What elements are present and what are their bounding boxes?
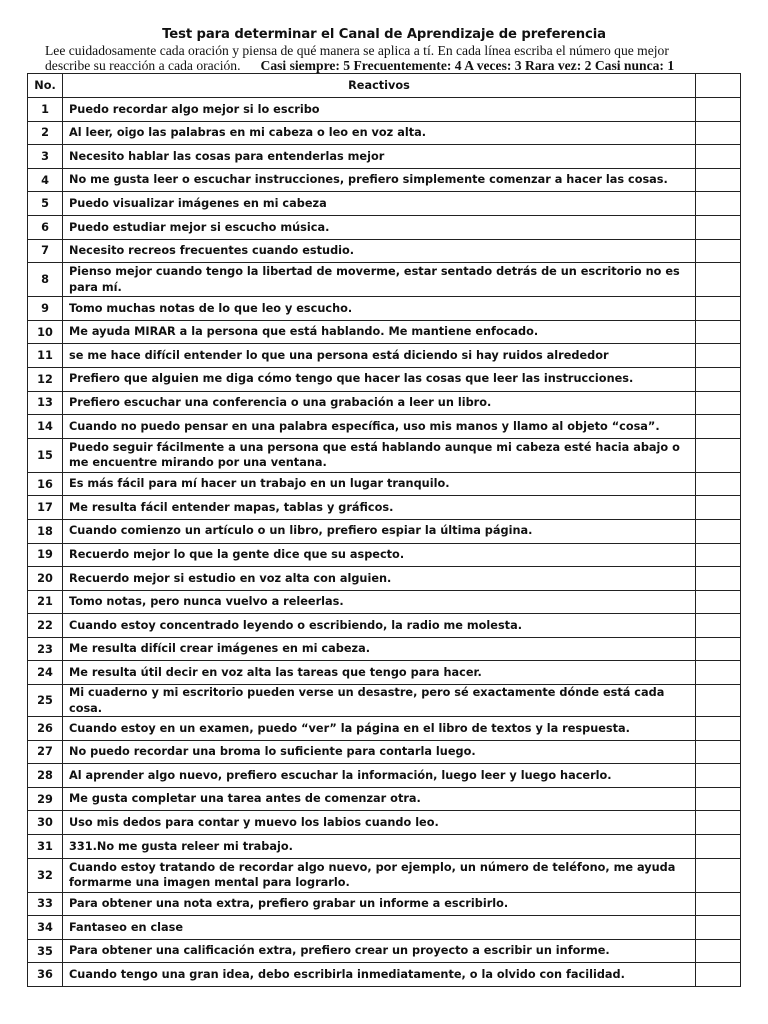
answer-cell[interactable] <box>696 239 741 263</box>
item-statement: Al aprender algo nuevo, prefiero escuchar la información, luego leer y luego hacerlo. <box>63 764 696 788</box>
table-row <box>28 740 741 764</box>
answer-cell[interactable] <box>696 939 741 963</box>
item-number: 24 <box>28 661 63 685</box>
item-statement: No me gusta leer o escuchar instrucciones, prefiero simplemente comenzar a hacer las cosas. <box>63 168 696 192</box>
item-statement: Me ayuda MIRAR a la persona que está hablando. Me mantiene enfocado. <box>63 320 696 344</box>
answer-cell[interactable] <box>696 263 741 297</box>
instructions-line-2 <box>45 58 745 74</box>
item-statement: Cuando estoy tratando de recordar algo nuevo, por ejemplo, un número de teléfono, me ayuda formarme una imagen mental para lograrlo. <box>63 858 696 892</box>
table-row <box>28 496 741 520</box>
answer-cell[interactable] <box>696 567 741 591</box>
table-row <box>28 215 741 239</box>
item-number: 8 <box>28 263 63 297</box>
table-row <box>28 764 741 788</box>
item-number: 21 <box>28 590 63 614</box>
item-statement: Tomo muchas notas de lo que leo y escucho. <box>63 297 696 321</box>
table-row <box>28 320 741 344</box>
item-number: 33 <box>28 892 63 916</box>
item-statement: Puedo recordar algo mejor si lo escribo <box>63 98 696 122</box>
item-number: 35 <box>28 939 63 963</box>
table-row <box>28 367 741 391</box>
answer-cell[interactable] <box>696 614 741 638</box>
item-statement: Mi cuaderno y mi escritorio pueden verse un desastre, pero sé exactamente dónde está cada cosa. <box>63 685 696 717</box>
table-row <box>28 145 741 169</box>
answer-cell[interactable] <box>696 215 741 239</box>
item-statement: Prefiero escuchar una conferencia o una grabación a leer un libro. <box>63 391 696 415</box>
answer-cell[interactable] <box>696 472 741 496</box>
item-number: 19 <box>28 543 63 567</box>
column-header-number: No. <box>28 74 63 98</box>
item-number: 36 <box>28 963 63 987</box>
table-row <box>28 661 741 685</box>
answer-cell[interactable] <box>696 685 741 717</box>
item-number: 32 <box>28 858 63 892</box>
instructions-line-2-text: describe su reacción a cada oración. <box>45 58 241 73</box>
answer-cell[interactable] <box>696 811 741 835</box>
item-number: 6 <box>28 215 63 239</box>
item-number: 10 <box>28 320 63 344</box>
item-statement: Necesito recreos frecuentes cuando estudio. <box>63 239 696 263</box>
table-row <box>28 685 741 717</box>
item-number: 5 <box>28 192 63 216</box>
table-row <box>28 835 741 859</box>
item-number: 28 <box>28 764 63 788</box>
table-row <box>28 168 741 192</box>
answer-cell[interactable] <box>696 740 741 764</box>
table-header-row <box>28 74 741 98</box>
table-row <box>28 916 741 940</box>
item-statement: No puedo recordar una broma lo suficiente para contarla luego. <box>63 740 696 764</box>
item-number: 27 <box>28 740 63 764</box>
item-number: 31 <box>28 835 63 859</box>
table-row <box>28 892 741 916</box>
item-statement: Pienso mejor cuando tengo la libertad de moverme, estar sentado detrás de un escritorio no es para mí. <box>63 263 696 297</box>
table-row <box>28 344 741 368</box>
item-number: 25 <box>28 685 63 717</box>
answer-cell[interactable] <box>696 892 741 916</box>
answer-cell[interactable] <box>696 519 741 543</box>
item-statement: Cuando no puedo pensar en una palabra específica, uso mis manos y llamo al objeto “cosa”. <box>63 415 696 439</box>
answer-cell[interactable] <box>696 415 741 439</box>
item-statement: Tomo notas, pero nunca vuelvo a releerlas. <box>63 590 696 614</box>
item-statement: Puedo seguir fácilmente a una persona que está hablando aunque mi cabeza esté hacia abajo o me encuentre mirando por una ventana. <box>63 438 696 472</box>
table-row <box>28 391 741 415</box>
item-statement: Es más fácil para mí hacer un trabajo en un lugar tranquilo. <box>63 472 696 496</box>
item-number: 26 <box>28 717 63 741</box>
item-number: 18 <box>28 519 63 543</box>
item-number: 2 <box>28 121 63 145</box>
questionnaire-table <box>27 73 741 987</box>
table-row <box>28 121 741 145</box>
answer-cell[interactable] <box>696 963 741 987</box>
answer-cell[interactable] <box>696 543 741 567</box>
table-row <box>28 239 741 263</box>
item-number: 13 <box>28 391 63 415</box>
item-number: 34 <box>28 916 63 940</box>
item-statement: Necesito hablar las cosas para entenderlas mejor <box>63 145 696 169</box>
table-row <box>28 472 741 496</box>
item-statement: 331.No me gusta releer mi trabajo. <box>63 835 696 859</box>
table-row <box>28 415 741 439</box>
table-row <box>28 939 741 963</box>
item-statement: Cuando estoy en un examen, puedo “ver” la página en el libro de textos y la respuesta. <box>63 717 696 741</box>
rating-scale: Casi siempre: 5 Frecuentemente: 4 A veces: 3 Rara vez: 2 Casi nunca: 1 <box>260 58 675 73</box>
answer-cell[interactable] <box>696 835 741 859</box>
item-number: 9 <box>28 297 63 321</box>
answer-cell[interactable] <box>696 496 741 520</box>
item-number: 7 <box>28 239 63 263</box>
item-number: 16 <box>28 472 63 496</box>
answer-cell[interactable] <box>696 391 741 415</box>
item-statement: Me resulta útil decir en voz alta las tareas que tengo para hacer. <box>63 661 696 685</box>
answer-cell[interactable] <box>696 764 741 788</box>
answer-cell[interactable] <box>696 192 741 216</box>
item-number: 30 <box>28 811 63 835</box>
table-row <box>28 543 741 567</box>
answer-cell[interactable] <box>696 787 741 811</box>
answer-cell[interactable] <box>696 717 741 741</box>
item-statement: Cuando comienzo un artículo o un libro, prefiero espiar la última página. <box>63 519 696 543</box>
item-statement: Me resulta difícil crear imágenes en mi cabeza. <box>63 637 696 661</box>
answer-cell[interactable] <box>696 168 741 192</box>
answer-cell[interactable] <box>696 916 741 940</box>
column-header-items: Reactivos <box>63 74 696 98</box>
item-number: 29 <box>28 787 63 811</box>
document-title: Test para determinar el Canal de Aprendizaje de preferencia <box>162 27 606 42</box>
table-row <box>28 192 741 216</box>
item-statement: Me gusta completar una tarea antes de comenzar otra. <box>63 787 696 811</box>
item-statement: Cuando estoy concentrado leyendo o escribiendo, la radio me molesta. <box>63 614 696 638</box>
table-row <box>28 858 741 892</box>
item-statement: Cuando tengo una gran idea, debo escribirla inmediatamente, o la olvido con facilidad. <box>63 963 696 987</box>
item-number: 20 <box>28 567 63 591</box>
answer-cell[interactable] <box>696 367 741 391</box>
table-row <box>28 263 741 297</box>
table-row <box>28 614 741 638</box>
item-statement: Al leer, oigo las palabras en mi cabeza o leo en voz alta. <box>63 121 696 145</box>
item-number: 23 <box>28 637 63 661</box>
table-row <box>28 787 741 811</box>
table-row <box>28 590 741 614</box>
answer-cell[interactable] <box>696 297 741 321</box>
item-number: 11 <box>28 344 63 368</box>
column-header-answer <box>696 74 741 98</box>
table-row <box>28 438 741 472</box>
instructions-line-1: Lee cuidadosamente cada oración y piensa de qué manera se aplica a tí. En cada línea escriba el número que mejor <box>45 43 669 58</box>
item-statement: Me resulta fácil entender mapas, tablas y gráficos. <box>63 496 696 520</box>
item-number: 3 <box>28 145 63 169</box>
item-statement: Recuerdo mejor lo que la gente dice que su aspecto. <box>63 543 696 567</box>
item-statement: Puedo estudiar mejor si escucho música. <box>63 215 696 239</box>
table-row <box>28 519 741 543</box>
item-number: 22 <box>28 614 63 638</box>
item-statement: Uso mis dedos para contar y muevo los labios cuando leo. <box>63 811 696 835</box>
item-statement: Para obtener una calificación extra, prefiero crear un proyecto a escribir un informe. <box>63 939 696 963</box>
item-number: 4 <box>28 168 63 192</box>
item-number: 17 <box>28 496 63 520</box>
table-row <box>28 811 741 835</box>
item-number: 14 <box>28 415 63 439</box>
answer-cell[interactable] <box>696 661 741 685</box>
item-number: 12 <box>28 367 63 391</box>
table-row <box>28 567 741 591</box>
table-row <box>28 297 741 321</box>
item-statement: Recuerdo mejor si estudio en voz alta con alguien. <box>63 567 696 591</box>
answer-cell[interactable] <box>696 344 741 368</box>
answer-cell[interactable] <box>696 98 741 122</box>
answer-cell[interactable] <box>696 637 741 661</box>
answer-cell[interactable] <box>696 320 741 344</box>
item-statement: Para obtener una nota extra, prefiero grabar un informe a escribirlo. <box>63 892 696 916</box>
item-statement: Puedo visualizar imágenes en mi cabeza <box>63 192 696 216</box>
answer-cell[interactable] <box>696 590 741 614</box>
item-number: 1 <box>28 98 63 122</box>
item-statement: Prefiero que alguien me diga cómo tengo que hacer las cosas que leer las instrucciones. <box>63 367 696 391</box>
table-row <box>28 963 741 987</box>
answer-cell[interactable] <box>696 858 741 892</box>
answer-cell[interactable] <box>696 438 741 472</box>
item-number: 15 <box>28 438 63 472</box>
answer-cell[interactable] <box>696 121 741 145</box>
answer-cell[interactable] <box>696 145 741 169</box>
table-row <box>28 717 741 741</box>
item-statement: se me hace difícil entender lo que una persona está diciendo si hay ruidos alrededor <box>63 344 696 368</box>
table-row <box>28 637 741 661</box>
item-statement: Fantaseo en clase <box>63 916 696 940</box>
table-row <box>28 98 741 122</box>
table-body <box>28 98 741 987</box>
